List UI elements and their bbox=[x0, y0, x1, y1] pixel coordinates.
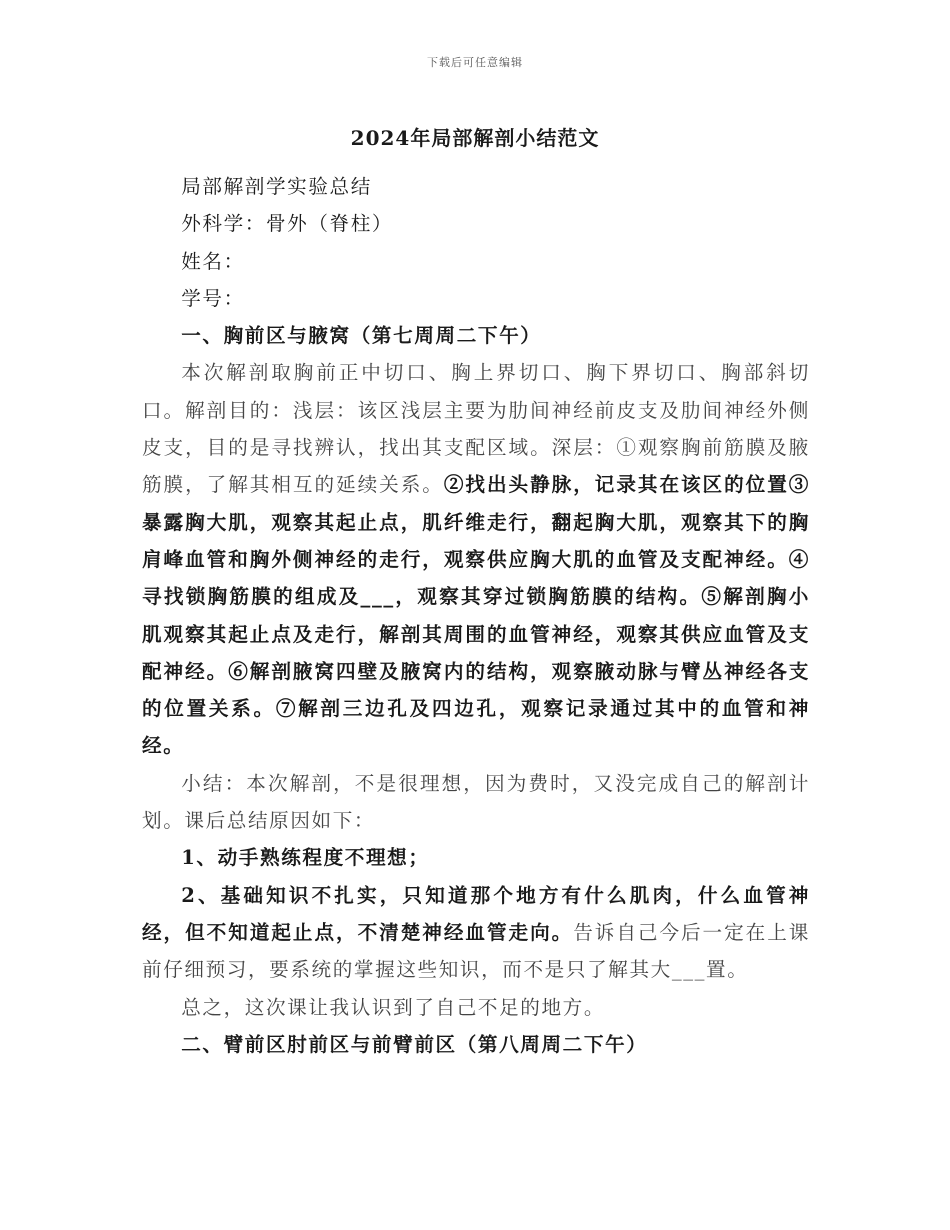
section-1-paragraph-normal: 本次解剖取胸前正中切口、胸上界切口、胸下界切口、胸部斜切口。解剖目的：浅层：该区浅层主要为肋间神经前皮支及肋间神经外侧皮支，目的是寻找辨认，找出其支配区域。深层：①观察胸前筋膜及腋筋膜，了解其相互的延续关系。 bbox=[142, 361, 810, 497]
summary-point-2-bold: 2、基础知识不扎实，只知道那个地方有什么肌肉，什么血管神经，但不知道起止点，不清楚神经血管走向。 bbox=[142, 883, 810, 944]
summary-point-2 bbox=[142, 877, 810, 989]
section-1-conclusion: 总之，这次课让我认识到了自己不足的地方。 bbox=[181, 995, 606, 1019]
name-label: 姓名： bbox=[181, 249, 245, 273]
section-1-heading: 一、胸前区与腋窝（第七周周二下午） bbox=[181, 324, 542, 348]
intro-line-1: 局部解剖学实验总结 bbox=[181, 175, 372, 198]
summary-intro: 小结：本次解剖，不是很理想，因为费时，又没完成自己的解剖计划。课后总结原因如下： bbox=[142, 771, 810, 833]
summary-point-2-normal: 告诉自己今后一定在上课前仔细预习，要系统的掌握这些知识，而不是只了解其大___置。 bbox=[142, 920, 810, 982]
student-id-label: 学号： bbox=[181, 286, 245, 310]
section-1-paragraph-bold: ②找出头静脉，记录其在该区的位置③暴露胸大肌，观察其起止点，肌纤维走行，翻起胸大肌，观察其下的胸肩峰血管和胸外侧神经的走行，观察供应胸大肌的血管及支配神经。④寻找锁胸筋膜的组成及___，观察其穿过锁胸筋膜的结构。⑤解剖胸小肌观察其起止点及走行，解剖其周围的血管神经，观察其供应血管及支配神经。⑥解剖腋窝四壁及腋窝内的结构，观察腋动脉与臂丛神经各支的位置关系。⑦解剖三边孔及四边孔，观察记录通过其中的血管和神经。 bbox=[142, 473, 810, 758]
intro-line-2: 外科学：骨外（脊柱） bbox=[181, 212, 394, 236]
header-note: 下载后可任意编辑 bbox=[427, 56, 523, 69]
document-title: 2024年局部解剖小结范文 bbox=[350, 126, 600, 150]
document-body bbox=[142, 168, 810, 1063]
section-1-paragraph bbox=[142, 354, 810, 764]
summary-point-1: 1、动手熟练程度不理想； bbox=[181, 846, 430, 870]
section-2-heading: 二、臂前区肘前区与前臂前区（第八周周二下午） bbox=[181, 1032, 648, 1056]
